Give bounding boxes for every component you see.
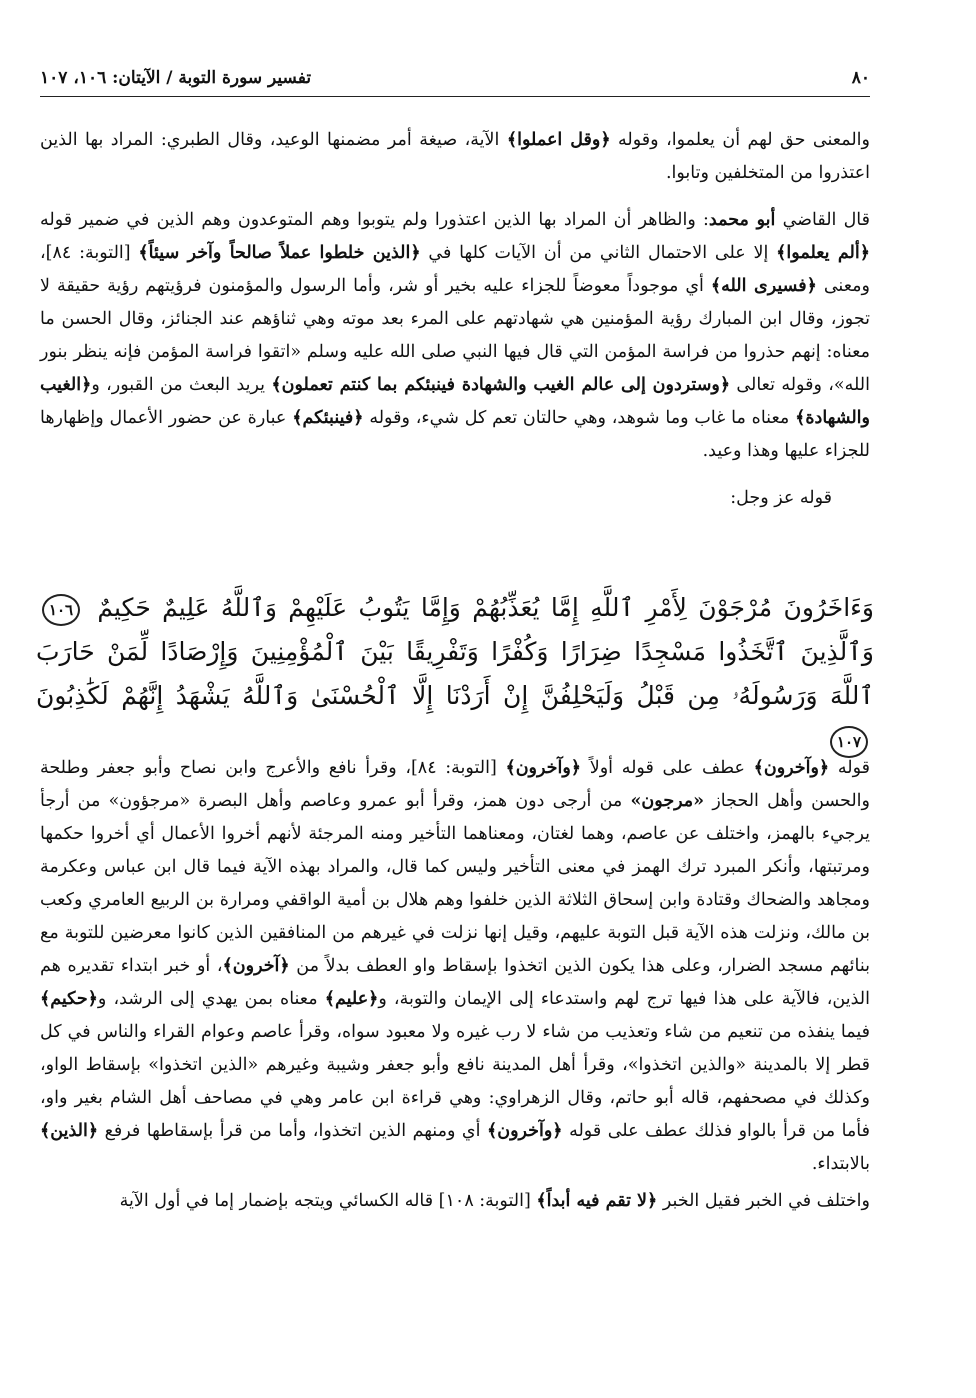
- text: [التوبة: ٨٤]، وقرأ نافع والأعرج وابن نصاح وأبو جعفر وطلحة والحسن وأهل الحجاز: [40, 758, 870, 811]
- ayah-number-106: ١٠٦: [42, 594, 80, 626]
- author-name: أبو محمد: [708, 210, 776, 230]
- text: يريد البعث من القبور، و: [91, 375, 272, 395]
- quran-quote: ﴿ألم يعلموا﴾: [776, 243, 870, 263]
- quran-quote: ﴿وآخرون﴾: [505, 758, 582, 778]
- text: بالابتداء.: [811, 1154, 870, 1174]
- commentary-top: [40, 124, 870, 515]
- paragraph-4: [40, 1185, 870, 1218]
- text: معناه ما غاب وما شوهد، وهي حالتان تعم كل شيء، وقوله: [363, 408, 796, 428]
- text: ، أو خبر ابتداء تقديره هم الذين، فالآية على هذا فيها ترج لهم واستدعاء إلى الإيمان والتوبة، و: [40, 956, 870, 1009]
- text: قوله: [829, 758, 870, 778]
- text: [التوبة: ١٠٨] قاله الكسائي ويتجه بإضمار إما في أول الآية: [119, 1191, 537, 1211]
- paragraph-3: [40, 752, 870, 1181]
- paragraph-2: [40, 204, 870, 468]
- quran-quote: ﴿وآخرون﴾: [486, 1121, 563, 1141]
- quran-quote: ﴿الغيب والشهادة﴾: [40, 375, 870, 428]
- running-title: تفسير سورة التوبة / الآيتان: ١٠٦، ١٠٧: [40, 68, 312, 88]
- text: أي ومنهم الذين اتخذوا، وأما من قرأ بإسقاطها فرفع: [98, 1121, 487, 1141]
- text: واختلف في الخبر فقيل الخبر: [657, 1191, 870, 1211]
- verse-107-text: وَٱلَّذِينَ ٱتَّخَذُوا مَسْجِدًا ضِرَارًا وَكُفْرًا وَتَفْرِيقًا بَيْنَ ٱلْمُؤْمِنِينَ وَإِرْصَادًا لِّمَنْ حَارَبَ ٱللَّهَ وَرَسُولَهُۥ مِن قَبْلُ وَلَيَحْلِفُنَّ إِنْ أَرَدْنَا إِلَّا ٱلْحُسْنَىٰ وَٱللَّهُ يَشْهَدُ إِنَّهُمْ لَكَٰذِبُونَ: [36, 637, 874, 710]
- paragraph-1: [40, 124, 870, 190]
- quran-quote: ﴿الذين خلطوا عملاً صالحاً وآخر سيئاً﴾: [138, 243, 421, 263]
- quran-quote: ﴿وقل اعملوا﴾: [506, 130, 611, 150]
- quran-quote: ﴿عليم﴾: [324, 989, 379, 1009]
- commentary-bottom: [40, 752, 870, 1218]
- text: الآية، صيغة أمر مضمنها الوعيد، وقال الطبري: المراد بها الذين اعتذروا من المتخلفين وتابوا.: [40, 130, 870, 183]
- page-header: [40, 68, 870, 97]
- text: : والظاهر أن المراد بها الذين اعتذورا ولم يتوبوا وهم المتوعدون وهم الذين في ضمير قوله: [40, 210, 709, 230]
- text: قال القاضي: [775, 210, 870, 230]
- verse-intro: قوله عز وجل:: [730, 488, 832, 508]
- text: أي موجوداً معوضاً للجزاء عليه بخير أو شر، وأما الرسول والمؤمنون فرؤيتهم رؤية حقيقة لا تجوز، وقال ابن المبارك رؤية المؤمنين هي شهادتهم على المرء بعد موته وهي ثناؤهم عند الجنائز، وقال الحسن ما معناه: إنهم حذروا من فراسة المؤمن التي قال فيها النبي صلى الله عليه وسلم «اتقوا فراسة المؤمن فإنه ينظر بنور الله»، وقوله تعالى: [40, 276, 870, 395]
- quran-verse-block: [36, 586, 874, 762]
- reading-quote: «مرجون»: [630, 791, 705, 811]
- text: عبارة عن حضور الأعمال وإظهارها للجزاء عليها وهذا وعيد.: [40, 408, 870, 461]
- verse-106-text: وَءَاخَرُونَ مُرْجَوْنَ لِأَمْرِ ٱللَّهِ إِمَّا يُعَذِّبُهُمْ وَإِمَّا يَتُوبُ عَلَيْهِمْ وَٱللَّهُ عَلِيمٌ حَكِيمٌ: [97, 593, 874, 622]
- quran-quote: ﴿وستردون إلى عالم الغيب والشهادة فينبئكم بما كنتم تعملون﴾: [271, 375, 731, 395]
- text: إلا على الاحتمال الثاني من أن الآيات كلها في: [420, 243, 777, 263]
- ayah-number-107: ١٠٧: [830, 726, 868, 758]
- quran-quote: ﴿وآخرون﴾: [753, 758, 830, 778]
- quran-quote: ﴿آخرون﴾: [222, 956, 290, 976]
- text: عطف على قوله أولاً: [581, 758, 754, 778]
- text: [التوبة: ٨٤]، ومعنى: [40, 243, 870, 296]
- quran-quote: ﴿فينبئكم﴾: [292, 408, 364, 428]
- quran-quote: ﴿الذين﴾: [40, 1121, 99, 1141]
- quran-quote: ﴿حكيم﴾: [40, 989, 98, 1009]
- text: والمعنى حق لهم أن يعلموا، وقوله: [610, 130, 870, 150]
- text: معناه بمن يهدي إلى الرشد، و: [97, 989, 325, 1009]
- quran-quote: ﴿فسيرى الله﴾: [710, 276, 817, 296]
- quran-quote: ﴿لا تقم فيه أبداً﴾: [536, 1191, 658, 1211]
- text: من أرجى دون همز، وقرأ أبو عمرو وعاصم وأهل البصرة «مرجؤون» من أرجأ يرجيء بالهمز، واختلف عن عاصم، وهما لغتان، ومعناهما التأخير ومنه المرجئة لأنهم أخروا الأعمال أي أخروا حكمها ومرتبتها، وأنكر المبرد ترك الهمز في معنى التأخير وليس كما قال، والمراد بهذه الآية فيما قال ابن عباس وعكرمة ومجاهد والضحاك وقتادة وابن إسحاق الثلاثة الذين خلفوا وهم هلال بن أمية الواقفي ومرارة بن الربيع العامري وكعب بن مالك، ونزلت هذه الآية قبل التوبة عليهم، وقيل إنها نزلت في غيرهم من المنافقين الذين كانوا معرضين للتوبة مع بنائهم مسجد الضرار، وعلى هذا يكون الذين اتخذوا بإسقاط واو العطف بدلاً من: [40, 791, 870, 976]
- text: فيما ينفذه من تنعيم من شاء وتعذيب من شاء لا رب غيره ولا معبود سواه، وقرأ عاصم وعوام القراء والناس في كل قطر إلا بالمدينة «والذين اتخذوا»، وقرأ أهل المدينة نافع وأبو جعفر وشيبة وغيرهم «الذين اتخذوا» بإسقاط الواو، وكذلك في مصحفهم، قاله أبو حاتم، وقال الزهراوي: وهي قراءة ابن عامر وهي في مصاحف أهل الشام بغير واو، فأما من قرأ بالواو فذلك عطف على قوله: [40, 1022, 870, 1141]
- page-number: ٨٠: [851, 68, 870, 88]
